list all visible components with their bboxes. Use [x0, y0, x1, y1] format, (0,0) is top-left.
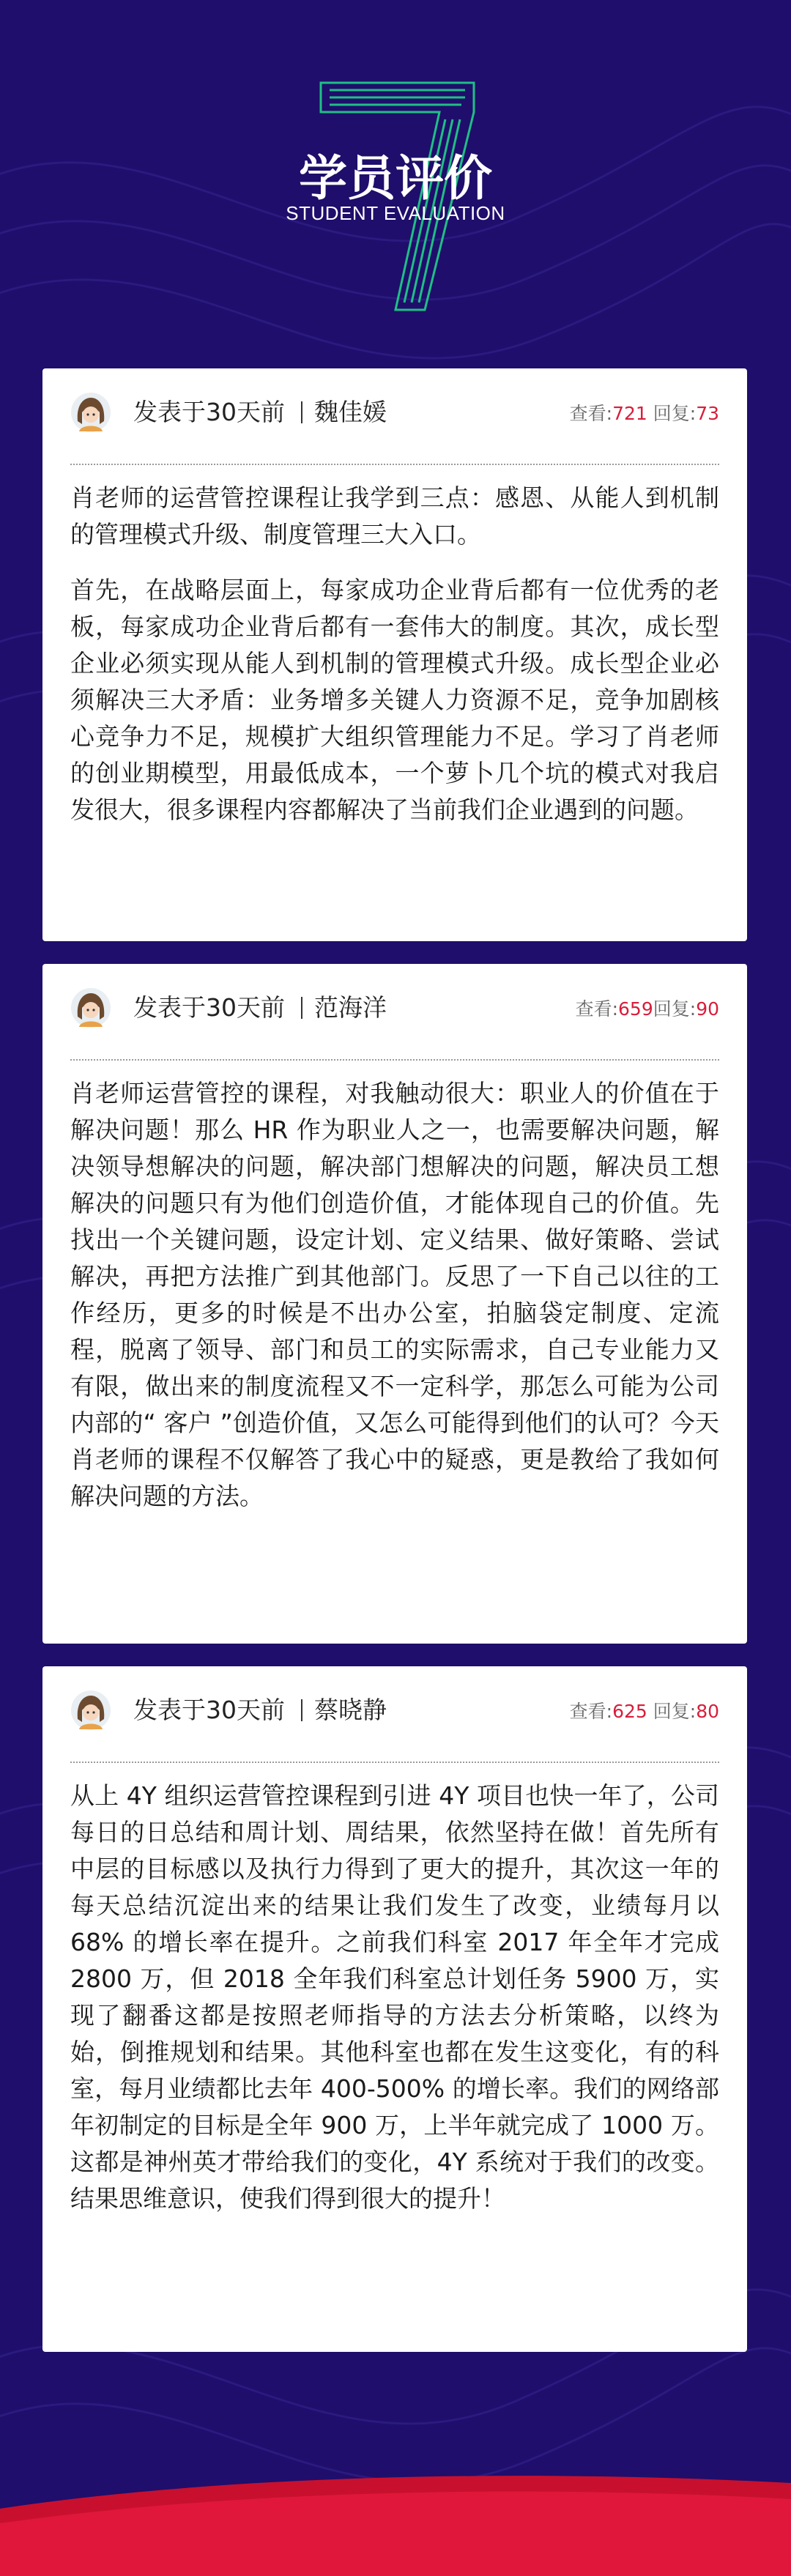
replies-label: 回复:	[653, 1701, 697, 1722]
review-body	[70, 480, 719, 847]
views-label: 查看:	[569, 403, 613, 424]
review-author: 范海洋	[314, 993, 387, 1022]
views-label: 查看:	[575, 998, 619, 1020]
review-body	[70, 1778, 719, 2236]
views-count: 625	[612, 1701, 647, 1722]
meta-separator	[301, 401, 302, 423]
replies-label: 回复:	[653, 403, 697, 424]
views-label: 查看:	[569, 1701, 613, 1722]
review-card	[42, 964, 747, 1644]
review-posted-time: 发表于30天前	[133, 993, 285, 1022]
page-header	[0, 0, 791, 344]
review-author: 魏佳媛	[314, 398, 387, 426]
page-title: 学员评价	[299, 150, 492, 207]
review-stats	[570, 399, 719, 426]
replies-count: 80	[696, 1701, 719, 1722]
page-subtitle: STUDENT EVALUATION	[286, 202, 505, 224]
review-author: 蔡晓静	[314, 1696, 387, 1724]
dotted-divider	[70, 1059, 719, 1061]
review-card	[42, 1666, 747, 2352]
review-paragraph: 肖老师运营管控的课程，对我触动很大：职业人的价值在于解决问题！那么 HR 作为职业人之一，也需要解决问题，解决领导想解决的问题，解决部门想解决的问题，解决员工想解决的问题只有为他们创造价值，才能体现自己的价值。先找出一个关键问题，设定计划、定义结果、做好策略、尝试解决，再把方法推广到其他部门。反思了一下自己以往的工作经历，更多的时候是不出办公室，拍脑袋定制度、定流程，脱离了领导、部门和员工的实际需求，自己专业能力又有限，做出来的制度流程又不一定科学，那怎么可能为公司内部的“ 客户 ”创造价值，又怎么可能得到他们的认可？今天肖老师的课程不仅解答了我心中的疑惑，更是教给了我如何解决问题的方法。	[70, 1079, 719, 1510]
avatar-icon	[70, 1690, 111, 1731]
review-card	[42, 368, 747, 941]
avatar-icon	[70, 392, 111, 433]
review-meta	[133, 393, 387, 428]
review-meta	[133, 989, 387, 1023]
review-header	[42, 1666, 747, 1762]
review-body	[70, 1075, 719, 1534]
views-count: 721	[612, 403, 647, 424]
dotted-divider	[70, 464, 719, 465]
review-paragraph: 首先，在战略层面上，每家成功企业背后都有一位优秀的老板，每家成功企业背后都有一套伟大的制度。其次，成长型企业必须实现从能人到机制的管理模式升级。成长型企业必须解决三大矛盾：业务增多关键人力资源不足，竞争加剧核心竞争力不足，规模扩大组织管理能力不足。学习了肖老师的创业期模型，用最低成本，一个萝卜几个坑的模式对我启发很大，很多课程内容都解决了当前我们企业遇到的问题。	[70, 576, 719, 824]
dotted-divider	[70, 1762, 719, 1763]
review-posted-time: 发表于30天前	[133, 398, 285, 426]
avatar-icon	[70, 987, 111, 1028]
review-header	[42, 964, 747, 1059]
review-posted-time: 发表于30天前	[133, 1696, 285, 1724]
views-count: 659	[618, 998, 653, 1020]
replies-count: 90	[696, 998, 719, 1020]
review-paragraph: 从上 4Y 组织运营管控课程到引进 4Y 项目也快一年了，公司每日的日总结和周计划、周结果，依然坚持在做！首先所有中层的目标感以及执行力得到了更大的提升，其次这一年的每天总结沉淀出来的结果让我们发生了改变，业绩每月以 68% 的增长率在提升。之前我们科室 2017 年全年才完成 2800 万，但 2018 全年我们科室总计划任务 5900 万，实现了翻番这都是按照老师指导的方法去分析策略，以终为始，倒推规划和结果。其他科室也都在发生这变化，有的科室，每月业绩都比去年 400-500% 的增长率。我们的网络部年初制定的目标是全年 900 万，上半年就完成了 1000 万。这都是神州英才带给我们的变化，4Y 系统对于我们的改变。结果思维意识，使我们得到很大的提升！	[70, 1781, 719, 2213]
review-header	[42, 368, 747, 464]
review-meta	[133, 1691, 387, 1726]
replies-label: 回复:	[653, 998, 697, 1020]
meta-separator	[301, 997, 302, 1019]
meta-separator	[301, 1699, 302, 1721]
bottom-red-band	[0, 2468, 791, 2576]
replies-count: 73	[696, 403, 719, 424]
review-stats	[570, 1697, 719, 1723]
review-paragraph: 肖老师的运营管控课程让我学到三点：感恩、从能人到机制的管理模式升级、制度管理三大入口。	[70, 483, 719, 549]
review-stats	[576, 995, 719, 1021]
